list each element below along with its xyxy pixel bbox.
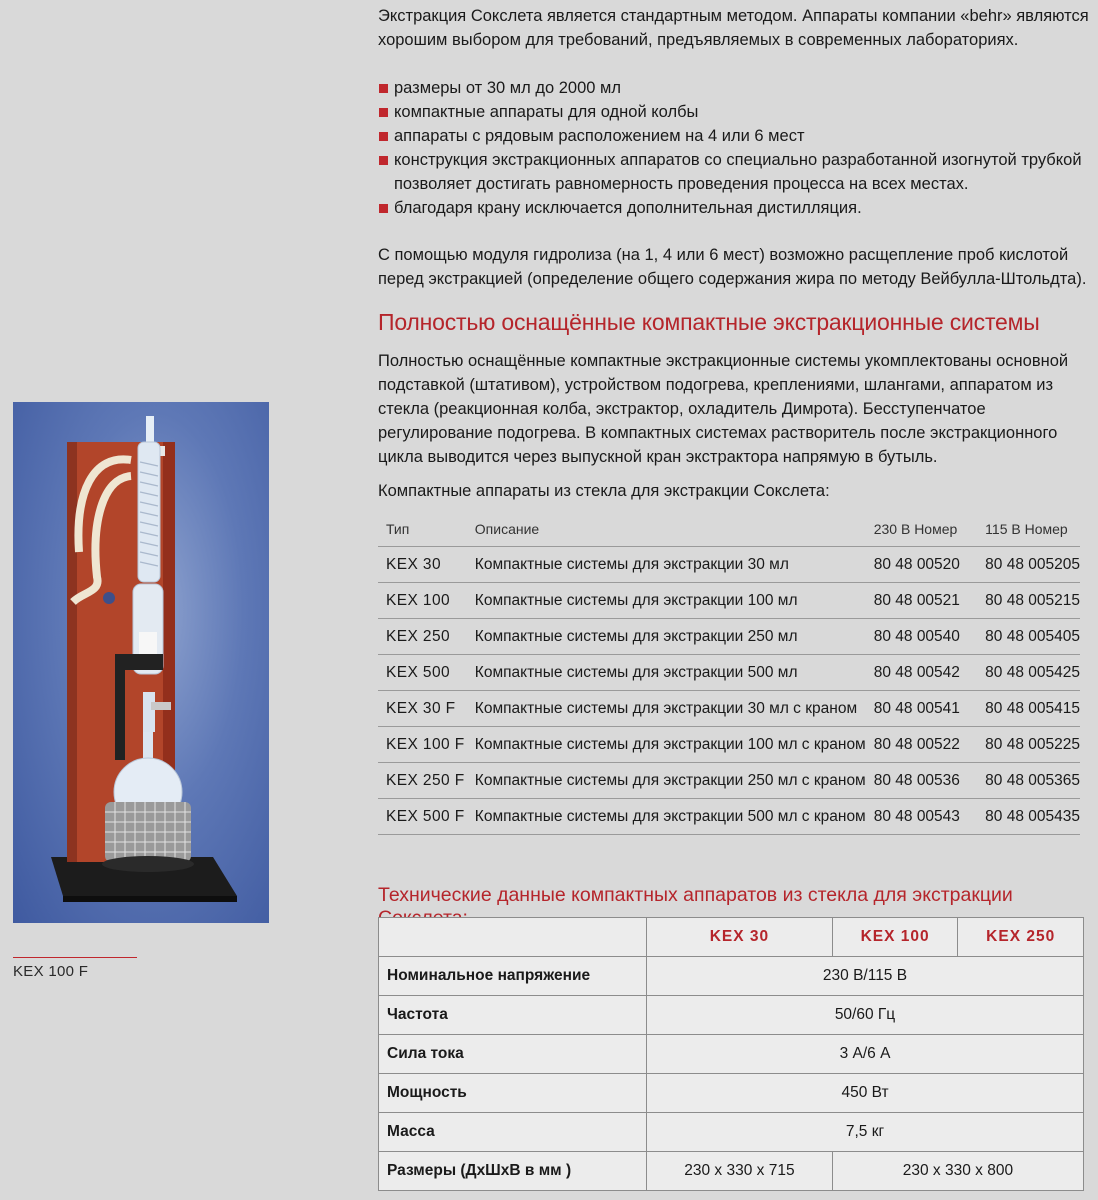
cell-230v-number: 80 48 00542	[866, 655, 977, 691]
column-header-description: Описание	[467, 512, 866, 547]
cell-230v-number: 80 48 00536	[866, 763, 977, 799]
table-row	[378, 691, 1080, 727]
table-row	[378, 727, 1080, 763]
tech-model-header: KEX 30	[647, 918, 833, 957]
feature-item: благодаря крану исключается дополнительная дистилляция.	[378, 196, 1094, 220]
cell-115v-number: 80 48 005425	[977, 655, 1080, 691]
cell-type: KEX 100	[378, 583, 467, 619]
column-header-230v: 230 В Номер	[866, 512, 977, 547]
cell-115v-number: 80 48 005225	[977, 727, 1080, 763]
table-row	[379, 1152, 1084, 1191]
table-row	[378, 547, 1080, 583]
tech-data-table	[378, 917, 1084, 1191]
cell-type: KEX 250 F	[378, 763, 467, 799]
extraction-apparatus-illustration	[13, 402, 269, 923]
feature-item: аппараты с рядовым расположением на 4 или 6 мест	[378, 124, 1094, 148]
cell-description: Компактные системы для экстракции 250 мл с краном	[467, 763, 866, 799]
photo-caption: KEX 100 F	[13, 963, 89, 980]
tech-label: Сила тока	[379, 1035, 647, 1074]
tech-model-header: KEX 250	[958, 918, 1084, 957]
table-row	[378, 583, 1080, 619]
cell-type: KEX 30 F	[378, 691, 467, 727]
intro-paragraph: Экстракция Сокслета является стандартным методом. Аппараты компании «behr» являются хорошим выбором для требований, предъявляемых в современных лабораториях.	[378, 7, 1089, 49]
cell-115v-number: 80 48 005435	[977, 799, 1080, 835]
cell-type: KEX 100 F	[378, 727, 467, 763]
tech-value: 450 Вт	[647, 1074, 1084, 1113]
cell-type: KEX 500 F	[378, 799, 467, 835]
table-row	[378, 655, 1080, 691]
cell-115v-number: 80 48 005415	[977, 691, 1080, 727]
table-row	[378, 763, 1080, 799]
products-header-row	[378, 512, 1080, 547]
column-header-115v: 115 В Номер	[977, 512, 1080, 547]
column-header-type: Тип	[378, 512, 467, 547]
table-row	[379, 1035, 1084, 1074]
tech-value: 3 А/6 А	[647, 1035, 1084, 1074]
cell-type: KEX 500	[378, 655, 467, 691]
tech-value: 7,5 кг	[647, 1113, 1084, 1152]
cell-115v-number: 80 48 005215	[977, 583, 1080, 619]
cell-type: KEX 250	[378, 619, 467, 655]
caption-divider	[13, 957, 137, 958]
feature-item: конструкция экстракционных аппаратов со специально разработанной изогнутой трубкой позволяет достигать равномерность проведения процесса на всех местах.	[378, 148, 1094, 196]
tech-model-header: KEX 100	[832, 918, 958, 957]
tech-value: 230 х 330 х 800	[832, 1152, 1083, 1191]
cell-description: Компактные системы для экстракции 500 мл с краном	[467, 799, 866, 835]
tech-label: Размеры (ДхШхВ в мм )	[379, 1152, 647, 1191]
cell-115v-number: 80 48 005365	[977, 763, 1080, 799]
cell-115v-number: 80 48 005405	[977, 619, 1080, 655]
cell-description: Компактные системы для экстракции 250 мл	[467, 619, 866, 655]
feature-item: компактные аппараты для одной колбы	[378, 100, 1094, 124]
table-row	[378, 619, 1080, 655]
cell-230v-number: 80 48 00543	[866, 799, 977, 835]
tech-value: 230 х 330 х 715	[647, 1152, 833, 1191]
tech-value: 50/60 Гц	[647, 996, 1084, 1035]
tech-label: Масса	[379, 1113, 647, 1152]
tech-label: Мощность	[379, 1074, 647, 1113]
tech-data-title: Технические данные компактных аппаратов из стекла для экстракции	[378, 884, 1013, 906]
table-row	[379, 1074, 1084, 1113]
cell-description: Компактные системы для экстракции 100 мл	[467, 583, 866, 619]
cell-type: KEX 30	[378, 547, 467, 583]
tech-label: Номинальное напряжение	[379, 957, 647, 996]
section-title: Полностью оснащённые компактные экстракционные системы	[378, 309, 1040, 335]
cell-description: Компактные системы для экстракции 500 мл	[467, 655, 866, 691]
cell-description: Компактные системы для экстракции 30 мл с краном	[467, 691, 866, 727]
cell-230v-number: 80 48 00540	[866, 619, 977, 655]
cell-230v-number: 80 48 00521	[866, 583, 977, 619]
table-row	[379, 957, 1084, 996]
cell-description: Компактные системы для экстракции 30 мл	[467, 547, 866, 583]
table-row	[379, 1113, 1084, 1152]
cell-description: Компактные системы для экстракции 100 мл с краном	[467, 727, 866, 763]
table-row	[379, 996, 1084, 1035]
cell-230v-number: 80 48 00520	[866, 547, 977, 583]
tech-header-blank	[379, 918, 647, 957]
products-table	[378, 512, 1080, 835]
product-photo	[13, 402, 269, 923]
cell-230v-number: 80 48 00522	[866, 727, 977, 763]
tech-header-row	[379, 918, 1084, 957]
hydrolysis-paragraph: С помощью модуля гидролиза (на 1, 4 или 6 мест) возможно расщепление проб кислотой перед экстракцией (определение общего содержания жира по методу Вейбулла-Штольдта).	[378, 246, 1087, 288]
section-body: Полностью оснащённые компактные экстракционные системы укомплектованы основной подставкой (штативом), устройством подогрева, креплениями, шлангами, аппаратом из стекла (реакционная колба, экстрактор, охладитель Димрота). Бесступенчатое регулирование подогрева. В компактных системах растворитель после экстракционного цикла выводится через выпускной кран экстрактора напрямую в бутыль.	[378, 352, 1069, 466]
table-row	[378, 799, 1080, 835]
feature-list	[378, 76, 1094, 220]
cell-230v-number: 80 48 00541	[866, 691, 977, 727]
feature-item: размеры от 30 мл до 2000 мл	[378, 76, 1094, 100]
tech-label: Частота	[379, 996, 647, 1035]
tech-value: 230 В/115 В	[647, 957, 1084, 996]
cell-115v-number: 80 48 005205	[977, 547, 1080, 583]
products-table-intro: Компактные аппараты из стекла для экстракции Сокслета:	[378, 482, 830, 500]
